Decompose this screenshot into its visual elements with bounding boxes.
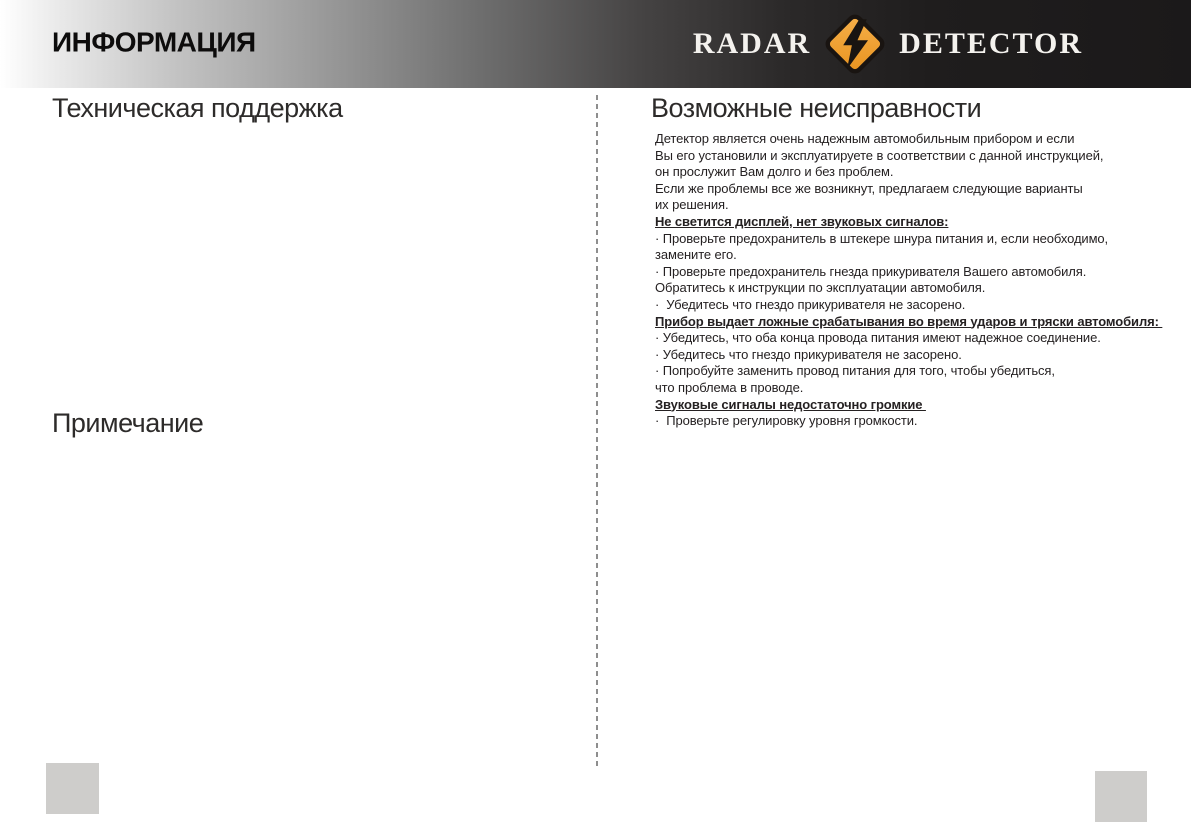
brand-logo xyxy=(693,0,1083,88)
body-line: замените его. xyxy=(655,247,737,263)
header-bar xyxy=(0,0,1191,88)
body-line: · Убедитесь что гнездо прикуривателя не засорено. xyxy=(655,296,966,312)
body-line: · Проверьте предохранитель гнезда прикуривателя Вашего автомобиля. xyxy=(655,263,1087,279)
troubleshooting-body xyxy=(655,131,1163,430)
page-corner-square-right xyxy=(1095,771,1147,822)
note-heading: Примечание xyxy=(52,408,204,438)
body-line: · Проверьте предохранитель в штекере шнура питания и, если необходимо, xyxy=(655,230,1109,246)
page-corner-square-left xyxy=(46,763,99,814)
troubleshooting-heading: Возможные неисправности xyxy=(651,93,982,123)
body-line: их решения. xyxy=(655,197,729,213)
body-line: · Убедитесь что гнездо прикуривателя не засорено. xyxy=(655,346,962,362)
body-line: Не светится дисплей, нет звуковых сигналов: xyxy=(655,213,949,229)
lightning-bolt-icon xyxy=(824,13,886,75)
body-line: · Проверьте регулировку уровня громкости. xyxy=(655,413,918,429)
body-line: · Убедитесь, что оба конца провода питания имеют надежное соединение. xyxy=(655,330,1101,346)
support-heading: Техническая поддержка xyxy=(52,93,343,123)
body-line: Обратитесь к инструкции по эксплуатации автомобиля. xyxy=(655,280,986,296)
page-title: ИНФОРМАЦИЯ xyxy=(52,26,256,58)
body-line: Детектор является очень надежным автомобильным прибором и если xyxy=(655,131,1075,146)
body-line: Звуковые сигналы недостаточно громкие xyxy=(655,396,926,412)
body-line: · Попробуйте заменить провод питания для того, чтобы убедиться, xyxy=(655,363,1055,379)
brand-word-radar: RADAR xyxy=(692,27,812,60)
body-line: Вы его установили и эксплуатируете в соответствии с данной инструкцией, xyxy=(655,147,1104,163)
brand-word-detector: DETECTOR xyxy=(899,27,1083,60)
body-line: что проблема в проводе. xyxy=(655,379,804,395)
body-line: Если же проблемы все же возникнут, предлагаем следующие варианты xyxy=(655,180,1083,196)
body-line: он прослужит Вам долго и без проблем. xyxy=(655,164,894,180)
body-line: Прибор выдает ложные срабатывания во время ударов и тряски автомобиля: xyxy=(655,313,1163,329)
column-divider xyxy=(596,95,598,770)
